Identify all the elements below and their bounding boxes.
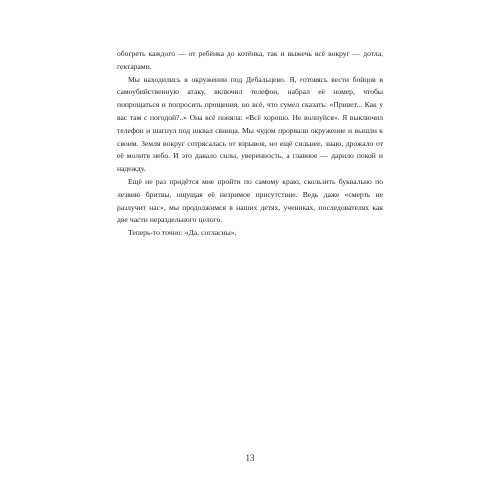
body-text xyxy=(117,48,383,240)
page-number: 13 xyxy=(245,453,255,463)
paragraph-razor-edge: Ещё не раз придётся мне пройти по самому краю, скользить буквально по лезвию бритвы, ощущая её незримое присутствие. Ведь даже «смерть не разлучит нас», мы продолжимся в наших детях, учениках, последователях как две части нераздельного целого. xyxy=(117,176,383,225)
paragraph-continuation: обогреть каждого — от ребёнка до котёнка, так и выжечь всё вокруг — дотла, гектарами. xyxy=(117,49,383,71)
paragraph-agreement: Теперь-то точно: «Да, согласны». xyxy=(128,228,237,238)
paragraph-encirclement: Мы находились в окружении под Дебальцево. Я, готовясь вести бойцов в самоубийственную атаку, включил телефон, набрал её номер, чтобы попрощаться и попросить прощения, но всё, что сумел сказать: «Привет... Как у вас там с погодой?..» Она всё поняла: «Всё хорошо. Не волнуйся». Я выключил телефон и шагнул под шквал свинца. Мы чудом прорвали окружение и вышли к своим. Земля вокруг сотрясалась от взрывов, но ещё сильнее, знаю, дрожало от её молитв небо. И это давало силы, уверенность, а главное — дарило покой и надежду. xyxy=(117,74,383,174)
